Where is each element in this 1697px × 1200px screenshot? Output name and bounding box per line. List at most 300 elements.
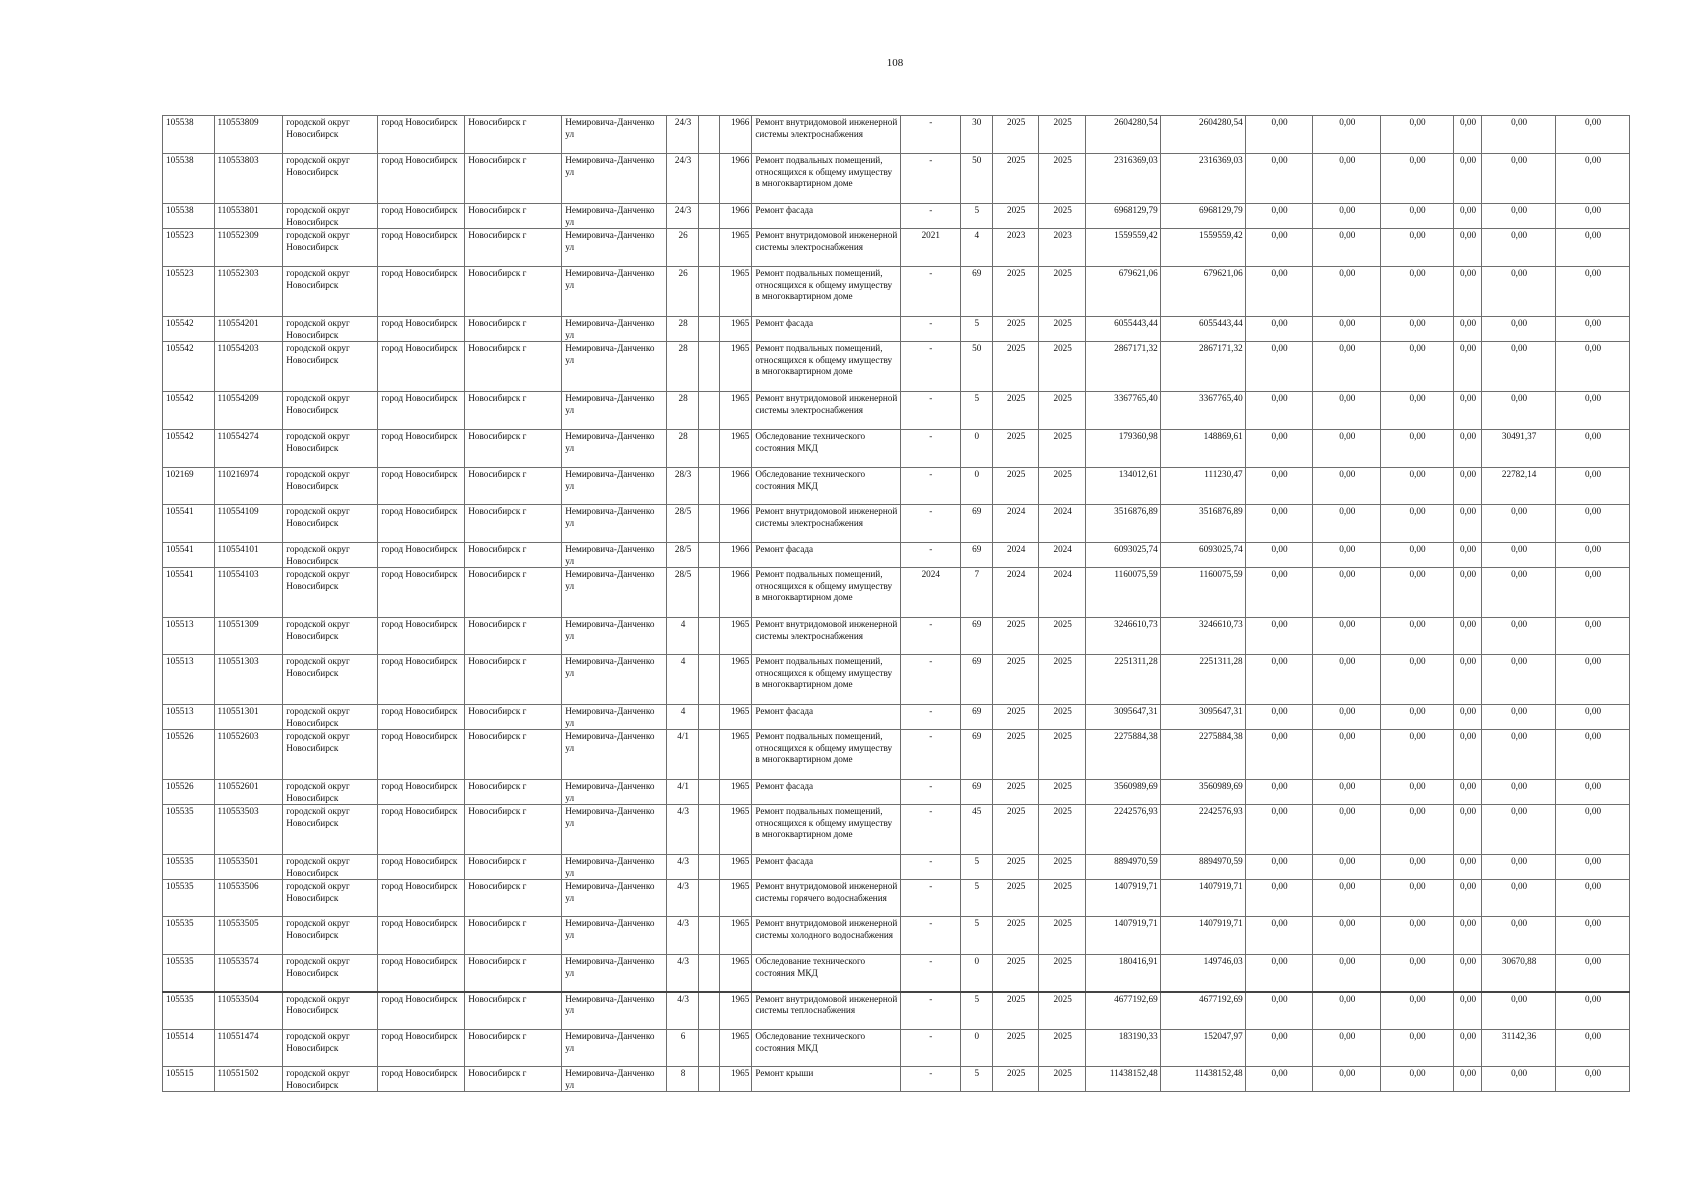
plan-year-start-cell: 2025 bbox=[992, 655, 1039, 705]
fund-cost-cell: 11438152,48 bbox=[1160, 1067, 1245, 1092]
plan-year-end-cell: 2025 bbox=[1039, 267, 1086, 317]
cost-col-2-cell: 0,00 bbox=[1313, 430, 1381, 468]
building-cell bbox=[698, 992, 719, 1030]
cost-col-2-cell: 0,00 bbox=[1313, 154, 1381, 204]
wear-percent-cell: 5 bbox=[960, 880, 992, 917]
table-row bbox=[163, 505, 1630, 543]
row-id-cell: 105542 bbox=[163, 430, 215, 468]
plan-year-end-cell: 2025 bbox=[1039, 342, 1086, 392]
table-row bbox=[163, 116, 1630, 154]
cost-col-2-cell: 0,00 bbox=[1313, 568, 1381, 618]
municipal-district-cell: городской округ Новосибирск bbox=[283, 204, 378, 229]
fund-cost-cell: 6968129,79 bbox=[1160, 204, 1245, 229]
total-cost-cell: 1407919,71 bbox=[1085, 917, 1160, 955]
fund-cost-cell: 2275884,38 bbox=[1160, 730, 1245, 780]
street-cell: Немировича-Данченко ул bbox=[562, 1030, 667, 1067]
cost-col-2-cell: 0,00 bbox=[1313, 342, 1381, 392]
row-code-cell: 110554209 bbox=[214, 392, 283, 430]
wear-percent-cell: 5 bbox=[960, 1067, 992, 1092]
row-code-cell: 110216974 bbox=[214, 468, 283, 505]
cost-col-5-cell: 0,00 bbox=[1482, 342, 1556, 392]
cost-col-3-cell: 0,00 bbox=[1381, 204, 1454, 229]
previous-repair-year-cell: 2024 bbox=[900, 568, 960, 618]
settlement-cell: город Новосибирск bbox=[378, 342, 465, 392]
row-id-cell: 105535 bbox=[163, 805, 215, 855]
wear-percent-cell: 69 bbox=[960, 618, 992, 655]
cost-col-6-cell: 0,00 bbox=[1556, 955, 1630, 992]
plan-year-start-cell: 2025 bbox=[992, 880, 1039, 917]
plan-year-start-cell: 2025 bbox=[992, 730, 1039, 780]
city-cell: Новосибирск г bbox=[465, 855, 562, 880]
work-type-cell: Ремонт внутридомовой инженерной системы теплоснабжения bbox=[752, 992, 901, 1030]
total-cost-cell: 8894970,59 bbox=[1085, 855, 1160, 880]
settlement-cell: город Новосибирск bbox=[378, 505, 465, 543]
total-cost-cell: 3560989,69 bbox=[1085, 780, 1160, 805]
row-code-cell: 110553809 bbox=[214, 116, 283, 154]
city-cell: Новосибирск г bbox=[465, 468, 562, 505]
cost-col-1-cell: 0,00 bbox=[1245, 154, 1313, 204]
plan-year-start-cell: 2025 bbox=[992, 317, 1039, 342]
row-code-cell: 110553505 bbox=[214, 917, 283, 955]
total-cost-cell: 679621,06 bbox=[1085, 267, 1160, 317]
work-type-cell: Ремонт внутридомовой инженерной системы холодного водоснабжения bbox=[752, 917, 901, 955]
table-row bbox=[163, 805, 1630, 855]
house-number-cell: 28/5 bbox=[667, 568, 698, 618]
plan-year-end-cell: 2025 bbox=[1039, 430, 1086, 468]
work-type-cell: Ремонт подвальных помещений, относящихся к общему имуществу в многоквартирном доме bbox=[752, 655, 901, 705]
city-cell: Новосибирск г bbox=[465, 655, 562, 705]
wear-percent-cell: 30 bbox=[960, 116, 992, 154]
cost-col-3-cell: 0,00 bbox=[1381, 568, 1454, 618]
build-year-cell: 1966 bbox=[719, 116, 751, 154]
cost-col-5-cell: 0,00 bbox=[1482, 317, 1556, 342]
cost-col-2-cell: 0,00 bbox=[1313, 317, 1381, 342]
row-code-cell: 110554203 bbox=[214, 342, 283, 392]
fund-cost-cell: 149746,03 bbox=[1160, 955, 1245, 992]
plan-year-end-cell: 2025 bbox=[1039, 468, 1086, 505]
total-cost-cell: 2251311,28 bbox=[1085, 655, 1160, 705]
city-cell: Новосибирск г bbox=[465, 342, 562, 392]
previous-repair-year-cell: - bbox=[900, 392, 960, 430]
municipal-district-cell: городской округ Новосибирск bbox=[283, 267, 378, 317]
wear-percent-cell: 0 bbox=[960, 1030, 992, 1067]
capital-repair-table bbox=[162, 115, 1630, 1092]
cost-col-4-cell: 0,00 bbox=[1453, 317, 1481, 342]
cost-col-3-cell: 0,00 bbox=[1381, 342, 1454, 392]
street-cell: Немировича-Данченко ул bbox=[562, 992, 667, 1030]
street-cell: Немировича-Данченко ул bbox=[562, 468, 667, 505]
street-cell: Немировича-Данченко ул bbox=[562, 543, 667, 568]
row-id-cell: 105535 bbox=[163, 880, 215, 917]
cost-col-1-cell: 0,00 bbox=[1245, 880, 1313, 917]
cost-col-5-cell: 0,00 bbox=[1482, 917, 1556, 955]
table-row bbox=[163, 154, 1630, 204]
work-type-cell: Ремонт крыши bbox=[752, 1067, 901, 1092]
work-type-cell: Ремонт внутридомовой инженерной системы электроснабжения bbox=[752, 392, 901, 430]
settlement-cell: город Новосибирск bbox=[378, 917, 465, 955]
cost-col-1-cell: 0,00 bbox=[1245, 116, 1313, 154]
building-cell bbox=[698, 1067, 719, 1092]
build-year-cell: 1965 bbox=[719, 1030, 751, 1067]
row-id-cell: 105526 bbox=[163, 780, 215, 805]
cost-col-4-cell: 0,00 bbox=[1453, 618, 1481, 655]
plan-year-start-cell: 2025 bbox=[992, 468, 1039, 505]
build-year-cell: 1965 bbox=[719, 1067, 751, 1092]
build-year-cell: 1965 bbox=[719, 730, 751, 780]
fund-cost-cell: 679621,06 bbox=[1160, 267, 1245, 317]
house-number-cell: 4 bbox=[667, 655, 698, 705]
total-cost-cell: 1160075,59 bbox=[1085, 568, 1160, 618]
settlement-cell: город Новосибирск bbox=[378, 655, 465, 705]
cost-col-1-cell: 0,00 bbox=[1245, 805, 1313, 855]
cost-col-6-cell: 0,00 bbox=[1556, 705, 1630, 730]
street-cell: Немировича-Данченко ул bbox=[562, 229, 667, 267]
settlement-cell: город Новосибирск bbox=[378, 392, 465, 430]
plan-year-start-cell: 2025 bbox=[992, 955, 1039, 992]
row-code-cell: 110554103 bbox=[214, 568, 283, 618]
building-cell bbox=[698, 229, 719, 267]
row-code-cell: 110553803 bbox=[214, 154, 283, 204]
municipal-district-cell: городской округ Новосибирск bbox=[283, 1030, 378, 1067]
building-cell bbox=[698, 880, 719, 917]
cost-col-4-cell: 0,00 bbox=[1453, 705, 1481, 730]
cost-col-1-cell: 0,00 bbox=[1245, 568, 1313, 618]
cost-col-6-cell: 0,00 bbox=[1556, 730, 1630, 780]
previous-repair-year-cell: - bbox=[900, 917, 960, 955]
work-type-cell: Ремонт внутридомовой инженерной системы электроснабжения bbox=[752, 505, 901, 543]
row-id-cell: 105538 bbox=[163, 204, 215, 229]
cost-col-5-cell: 0,00 bbox=[1482, 267, 1556, 317]
settlement-cell: город Новосибирск bbox=[378, 780, 465, 805]
cost-col-4-cell: 0,00 bbox=[1453, 568, 1481, 618]
cost-col-4-cell: 0,00 bbox=[1453, 1030, 1481, 1067]
cost-col-4-cell: 0,00 bbox=[1453, 730, 1481, 780]
wear-percent-cell: 4 bbox=[960, 229, 992, 267]
municipal-district-cell: городской округ Новосибирск bbox=[283, 116, 378, 154]
wear-percent-cell: 0 bbox=[960, 468, 992, 505]
cost-col-1-cell: 0,00 bbox=[1245, 468, 1313, 505]
plan-year-start-cell: 2025 bbox=[992, 154, 1039, 204]
total-cost-cell: 134012,61 bbox=[1085, 468, 1160, 505]
previous-repair-year-cell: - bbox=[900, 468, 960, 505]
cost-col-6-cell: 0,00 bbox=[1556, 855, 1630, 880]
previous-repair-year-cell: - bbox=[900, 1067, 960, 1092]
build-year-cell: 1965 bbox=[719, 917, 751, 955]
cost-col-5-cell: 0,00 bbox=[1482, 505, 1556, 543]
cost-col-6-cell: 0,00 bbox=[1556, 204, 1630, 229]
cost-col-6-cell: 0,00 bbox=[1556, 116, 1630, 154]
wear-percent-cell: 69 bbox=[960, 705, 992, 730]
total-cost-cell: 3095647,31 bbox=[1085, 705, 1160, 730]
building-cell bbox=[698, 116, 719, 154]
table-row bbox=[163, 917, 1630, 955]
row-code-cell: 110554109 bbox=[214, 505, 283, 543]
cost-col-5-cell: 0,00 bbox=[1482, 880, 1556, 917]
row-code-cell: 110552603 bbox=[214, 730, 283, 780]
cost-col-6-cell: 0,00 bbox=[1556, 917, 1630, 955]
work-type-cell: Ремонт внутридомовой инженерной системы горячего водоснабжения bbox=[752, 880, 901, 917]
settlement-cell: город Новосибирск bbox=[378, 855, 465, 880]
cost-col-3-cell: 0,00 bbox=[1381, 955, 1454, 992]
row-code-cell: 110552309 bbox=[214, 229, 283, 267]
street-cell: Немировича-Данченко ул bbox=[562, 880, 667, 917]
municipal-district-cell: городской округ Новосибирск bbox=[283, 705, 378, 730]
work-type-cell: Ремонт подвальных помещений, относящихся к общему имуществу в многоквартирном доме bbox=[752, 154, 901, 204]
house-number-cell: 26 bbox=[667, 267, 698, 317]
wear-percent-cell: 5 bbox=[960, 317, 992, 342]
plan-year-start-cell: 2025 bbox=[992, 204, 1039, 229]
row-id-cell: 105513 bbox=[163, 655, 215, 705]
city-cell: Новосибирск г bbox=[465, 267, 562, 317]
cost-col-1-cell: 0,00 bbox=[1245, 317, 1313, 342]
cost-col-5-cell: 0,00 bbox=[1482, 229, 1556, 267]
table-row bbox=[163, 1030, 1630, 1067]
wear-percent-cell: 5 bbox=[960, 992, 992, 1030]
plan-year-end-cell: 2025 bbox=[1039, 780, 1086, 805]
work-type-cell: Обследование технического состояния МКД bbox=[752, 955, 901, 992]
cost-col-4-cell: 0,00 bbox=[1453, 855, 1481, 880]
cost-col-4-cell: 0,00 bbox=[1453, 204, 1481, 229]
previous-repair-year-cell: - bbox=[900, 880, 960, 917]
municipal-district-cell: городской округ Новосибирск bbox=[283, 317, 378, 342]
row-code-cell: 110553506 bbox=[214, 880, 283, 917]
plan-year-end-cell: 2024 bbox=[1039, 505, 1086, 543]
build-year-cell: 1965 bbox=[719, 805, 751, 855]
fund-cost-cell: 2604280,54 bbox=[1160, 116, 1245, 154]
work-type-cell: Ремонт подвальных помещений, относящихся к общему имуществу в многоквартирном доме bbox=[752, 568, 901, 618]
street-cell: Немировича-Данченко ул bbox=[562, 568, 667, 618]
wear-percent-cell: 69 bbox=[960, 730, 992, 780]
house-number-cell: 6 bbox=[667, 1030, 698, 1067]
cost-col-5-cell: 0,00 bbox=[1482, 1067, 1556, 1092]
plan-year-start-cell: 2025 bbox=[992, 855, 1039, 880]
cost-col-5-cell: 0,00 bbox=[1482, 992, 1556, 1030]
street-cell: Немировича-Данченко ул bbox=[562, 392, 667, 430]
plan-year-end-cell: 2025 bbox=[1039, 917, 1086, 955]
cost-col-2-cell: 0,00 bbox=[1313, 917, 1381, 955]
street-cell: Немировича-Данченко ул bbox=[562, 805, 667, 855]
city-cell: Новосибирск г bbox=[465, 154, 562, 204]
work-type-cell: Ремонт подвальных помещений, относящихся к общему имуществу в многоквартирном доме bbox=[752, 805, 901, 855]
table-row bbox=[163, 855, 1630, 880]
building-cell bbox=[698, 805, 719, 855]
wear-percent-cell: 5 bbox=[960, 917, 992, 955]
settlement-cell: город Новосибирск bbox=[378, 618, 465, 655]
settlement-cell: город Новосибирск bbox=[378, 116, 465, 154]
build-year-cell: 1965 bbox=[719, 430, 751, 468]
row-code-cell: 110554274 bbox=[214, 430, 283, 468]
cost-col-4-cell: 0,00 bbox=[1453, 154, 1481, 204]
municipal-district-cell: городской округ Новосибирск bbox=[283, 880, 378, 917]
build-year-cell: 1965 bbox=[719, 705, 751, 730]
city-cell: Новосибирск г bbox=[465, 917, 562, 955]
cost-col-6-cell: 0,00 bbox=[1556, 992, 1630, 1030]
cost-col-1-cell: 0,00 bbox=[1245, 705, 1313, 730]
row-id-cell: 102169 bbox=[163, 468, 215, 505]
street-cell: Немировича-Данченко ул bbox=[562, 955, 667, 992]
row-id-cell: 105513 bbox=[163, 618, 215, 655]
cost-col-4-cell: 0,00 bbox=[1453, 505, 1481, 543]
total-cost-cell: 6093025,74 bbox=[1085, 543, 1160, 568]
building-cell bbox=[698, 430, 719, 468]
house-number-cell: 28 bbox=[667, 430, 698, 468]
work-type-cell: Ремонт фасада bbox=[752, 317, 901, 342]
build-year-cell: 1966 bbox=[719, 543, 751, 568]
cost-col-4-cell: 0,00 bbox=[1453, 392, 1481, 430]
street-cell: Немировича-Данченко ул bbox=[562, 655, 667, 705]
row-code-cell: 110551309 bbox=[214, 618, 283, 655]
fund-cost-cell: 152047,97 bbox=[1160, 1030, 1245, 1067]
street-cell: Немировича-Данченко ул bbox=[562, 430, 667, 468]
previous-repair-year-cell: - bbox=[900, 505, 960, 543]
city-cell: Новосибирск г bbox=[465, 229, 562, 267]
cost-col-6-cell: 0,00 bbox=[1556, 568, 1630, 618]
municipal-district-cell: городской округ Новосибирск bbox=[283, 655, 378, 705]
plan-year-end-cell: 2024 bbox=[1039, 568, 1086, 618]
cost-col-5-cell: 0,00 bbox=[1482, 204, 1556, 229]
plan-year-start-cell: 2025 bbox=[992, 116, 1039, 154]
cost-col-3-cell: 0,00 bbox=[1381, 543, 1454, 568]
table-row bbox=[163, 880, 1630, 917]
build-year-cell: 1965 bbox=[719, 855, 751, 880]
cost-col-1-cell: 0,00 bbox=[1245, 342, 1313, 392]
cost-col-6-cell: 0,00 bbox=[1556, 267, 1630, 317]
cost-col-6-cell: 0,00 bbox=[1556, 317, 1630, 342]
municipal-district-cell: городской округ Новосибирск bbox=[283, 468, 378, 505]
total-cost-cell: 2242576,93 bbox=[1085, 805, 1160, 855]
cost-col-4-cell: 0,00 bbox=[1453, 992, 1481, 1030]
cost-col-2-cell: 0,00 bbox=[1313, 992, 1381, 1030]
cost-col-5-cell: 0,00 bbox=[1482, 154, 1556, 204]
municipal-district-cell: городской округ Новосибирск bbox=[283, 229, 378, 267]
municipal-district-cell: городской округ Новосибирск bbox=[283, 992, 378, 1030]
fund-cost-cell: 3367765,40 bbox=[1160, 392, 1245, 430]
settlement-cell: город Новосибирск bbox=[378, 543, 465, 568]
previous-repair-year-cell: - bbox=[900, 655, 960, 705]
cost-col-2-cell: 0,00 bbox=[1313, 505, 1381, 543]
build-year-cell: 1966 bbox=[719, 468, 751, 505]
municipal-district-cell: городской округ Новосибирск bbox=[283, 955, 378, 992]
row-code-cell: 110553501 bbox=[214, 855, 283, 880]
cost-col-6-cell: 0,00 bbox=[1556, 780, 1630, 805]
settlement-cell: город Новосибирск bbox=[378, 568, 465, 618]
settlement-cell: город Новосибирск bbox=[378, 154, 465, 204]
plan-year-end-cell: 2025 bbox=[1039, 618, 1086, 655]
work-type-cell: Ремонт фасада bbox=[752, 204, 901, 229]
house-number-cell: 4/3 bbox=[667, 992, 698, 1030]
municipal-district-cell: городской округ Новосибирск bbox=[283, 430, 378, 468]
row-code-cell: 110551301 bbox=[214, 705, 283, 730]
cost-col-3-cell: 0,00 bbox=[1381, 430, 1454, 468]
cost-col-2-cell: 0,00 bbox=[1313, 955, 1381, 992]
city-cell: Новосибирск г bbox=[465, 705, 562, 730]
cost-col-6-cell: 0,00 bbox=[1556, 1067, 1630, 1092]
cost-col-3-cell: 0,00 bbox=[1381, 655, 1454, 705]
previous-repair-year-cell: - bbox=[900, 705, 960, 730]
fund-cost-cell: 2867171,32 bbox=[1160, 342, 1245, 392]
house-number-cell: 28/3 bbox=[667, 468, 698, 505]
cost-col-1-cell: 0,00 bbox=[1245, 780, 1313, 805]
row-code-cell: 110552303 bbox=[214, 267, 283, 317]
house-number-cell: 4/3 bbox=[667, 805, 698, 855]
building-cell bbox=[698, 917, 719, 955]
table-row bbox=[163, 229, 1630, 267]
cost-col-2-cell: 0,00 bbox=[1313, 468, 1381, 505]
previous-repair-year-cell: - bbox=[900, 805, 960, 855]
street-cell: Немировича-Данченко ул bbox=[562, 267, 667, 317]
plan-year-end-cell: 2025 bbox=[1039, 1030, 1086, 1067]
cost-col-2-cell: 0,00 bbox=[1313, 805, 1381, 855]
fund-cost-cell: 1559559,42 bbox=[1160, 229, 1245, 267]
row-code-cell: 110551502 bbox=[214, 1067, 283, 1092]
plan-year-end-cell: 2025 bbox=[1039, 992, 1086, 1030]
fund-cost-cell: 1407919,71 bbox=[1160, 880, 1245, 917]
work-type-cell: Ремонт фасада bbox=[752, 780, 901, 805]
cost-col-4-cell: 0,00 bbox=[1453, 780, 1481, 805]
city-cell: Новосибирск г bbox=[465, 430, 562, 468]
build-year-cell: 1966 bbox=[719, 568, 751, 618]
cost-col-6-cell: 0,00 bbox=[1556, 468, 1630, 505]
previous-repair-year-cell: - bbox=[900, 618, 960, 655]
cost-col-1-cell: 0,00 bbox=[1245, 855, 1313, 880]
wear-percent-cell: 50 bbox=[960, 342, 992, 392]
street-cell: Немировича-Данченко ул bbox=[562, 342, 667, 392]
city-cell: Новосибирск г bbox=[465, 1067, 562, 1092]
build-year-cell: 1965 bbox=[719, 267, 751, 317]
plan-year-start-cell: 2025 bbox=[992, 917, 1039, 955]
cost-col-3-cell: 0,00 bbox=[1381, 229, 1454, 267]
fund-cost-cell: 1160075,59 bbox=[1160, 568, 1245, 618]
street-cell: Немировича-Данченко ул bbox=[562, 505, 667, 543]
fund-cost-cell: 3246610,73 bbox=[1160, 618, 1245, 655]
cost-col-3-cell: 0,00 bbox=[1381, 730, 1454, 780]
cost-col-3-cell: 0,00 bbox=[1381, 116, 1454, 154]
city-cell: Новосибирск г bbox=[465, 505, 562, 543]
build-year-cell: 1965 bbox=[719, 229, 751, 267]
row-code-cell: 110553801 bbox=[214, 204, 283, 229]
row-code-cell: 110551303 bbox=[214, 655, 283, 705]
total-cost-cell: 2316369,03 bbox=[1085, 154, 1160, 204]
total-cost-cell: 2867171,32 bbox=[1085, 342, 1160, 392]
city-cell: Новосибирск г bbox=[465, 730, 562, 780]
cost-col-4-cell: 0,00 bbox=[1453, 430, 1481, 468]
build-year-cell: 1966 bbox=[719, 505, 751, 543]
table-row bbox=[163, 543, 1630, 568]
cost-col-2-cell: 0,00 bbox=[1313, 705, 1381, 730]
settlement-cell: город Новосибирск bbox=[378, 317, 465, 342]
work-type-cell: Ремонт фасада bbox=[752, 705, 901, 730]
table-row bbox=[163, 568, 1630, 618]
building-cell bbox=[698, 955, 719, 992]
cost-col-4-cell: 0,00 bbox=[1453, 267, 1481, 317]
plan-year-end-cell: 2025 bbox=[1039, 955, 1086, 992]
cost-col-3-cell: 0,00 bbox=[1381, 468, 1454, 505]
city-cell: Новосибирск г bbox=[465, 204, 562, 229]
cost-col-3-cell: 0,00 bbox=[1381, 855, 1454, 880]
cost-col-3-cell: 0,00 bbox=[1381, 505, 1454, 543]
cost-col-6-cell: 0,00 bbox=[1556, 505, 1630, 543]
city-cell: Новосибирск г bbox=[465, 392, 562, 430]
municipal-district-cell: городской округ Новосибирск bbox=[283, 805, 378, 855]
cost-col-2-cell: 0,00 bbox=[1313, 267, 1381, 317]
plan-year-end-cell: 2025 bbox=[1039, 392, 1086, 430]
cost-col-5-cell: 0,00 bbox=[1482, 116, 1556, 154]
total-cost-cell: 2275884,38 bbox=[1085, 730, 1160, 780]
cost-col-1-cell: 0,00 bbox=[1245, 543, 1313, 568]
plan-year-end-cell: 2025 bbox=[1039, 705, 1086, 730]
row-id-cell: 105538 bbox=[163, 154, 215, 204]
plan-year-start-cell: 2025 bbox=[992, 780, 1039, 805]
